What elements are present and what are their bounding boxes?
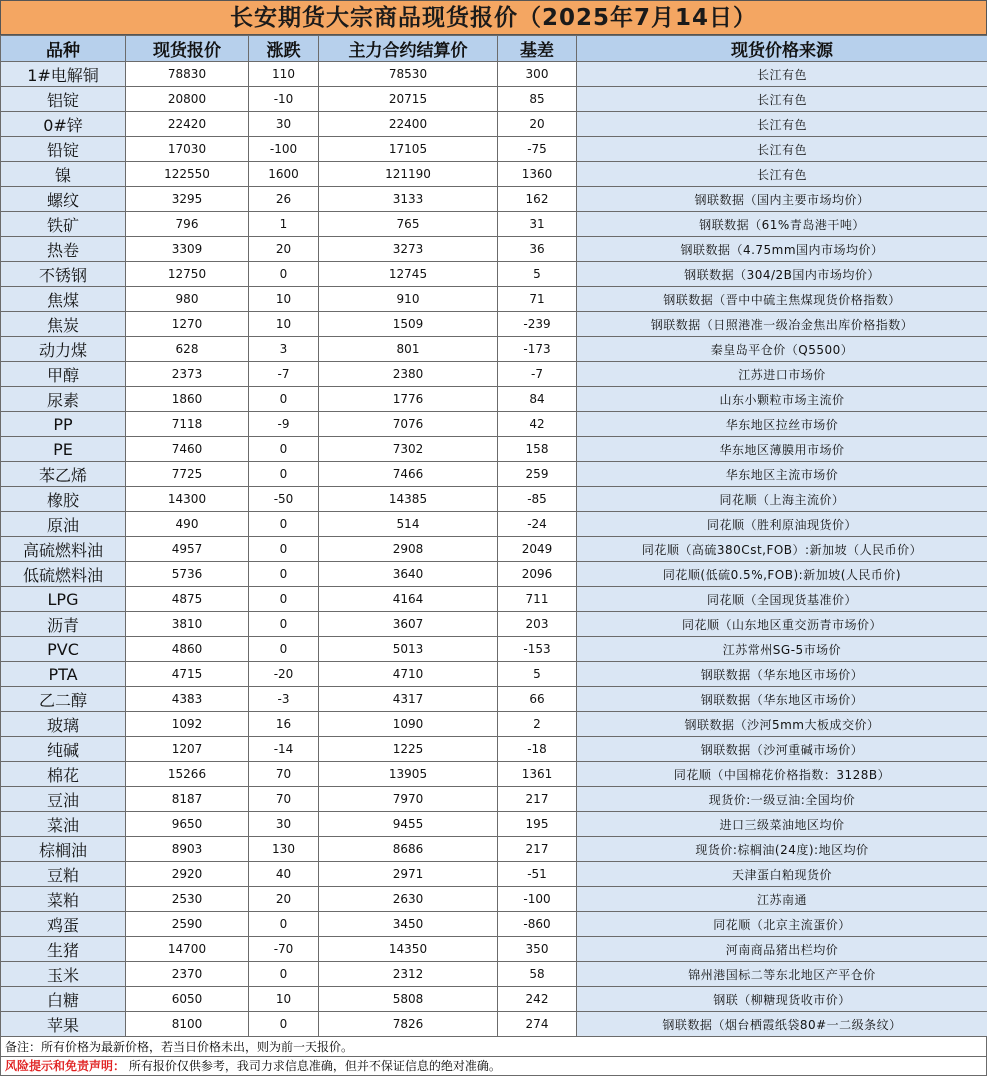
cell-settlement: 2630 [319,887,498,912]
cell-change: 16 [249,712,319,737]
cell-source: 秦皇岛平仓价（Q5500） [577,337,987,362]
cell-spot-price: 2530 [126,887,249,912]
table-row [1,537,987,562]
cell-change: 10 [249,312,319,337]
cell-spot-price: 1270 [126,312,249,337]
cell-change: -10 [249,87,319,112]
table-row [1,562,987,587]
cell-change: 0 [249,262,319,287]
cell-basis: 158 [498,437,577,462]
cell-variety: LPG [1,587,126,612]
cell-source: 钢联数据（烟台栖霞纸袋80#一二级条纹） [577,1012,987,1037]
cell-source: 钢联数据（沙河重碱市场价） [577,737,987,762]
cell-source: 钢联数据（华东地区市场价） [577,687,987,712]
cell-change: 20 [249,887,319,912]
cell-settlement: 1509 [319,312,498,337]
table-row [1,87,987,112]
cell-basis: 58 [498,962,577,987]
cell-basis: 1361 [498,762,577,787]
cell-variety: 鸡蛋 [1,912,126,937]
cell-variety: 沥青 [1,612,126,637]
table-row [1,737,987,762]
cell-variety: 不锈钢 [1,262,126,287]
cell-settlement: 1090 [319,712,498,737]
cell-settlement: 1776 [319,387,498,412]
cell-basis: 31 [498,212,577,237]
disclaimer [0,1057,987,1076]
cell-source: 同花顺（全国现货基准价） [577,587,987,612]
cell-change: 0 [249,437,319,462]
cell-settlement: 4317 [319,687,498,712]
cell-spot-price: 2373 [126,362,249,387]
cell-basis: -173 [498,337,577,362]
cell-basis: 242 [498,987,577,1012]
cell-basis: 36 [498,237,577,262]
cell-basis: 2049 [498,537,577,562]
cell-basis: -100 [498,887,577,912]
cell-change: 30 [249,112,319,137]
cell-settlement: 7466 [319,462,498,487]
table-row [1,137,987,162]
table-row [1,362,987,387]
cell-spot-price: 20800 [126,87,249,112]
cell-source: 钢联数据（304/2B国内市场均价） [577,262,987,287]
table-row [1,687,987,712]
cell-spot-price: 14300 [126,487,249,512]
cell-variety: 尿素 [1,387,126,412]
cell-source: 钢联数据（华东地区市场价） [577,662,987,687]
table-row [1,212,987,237]
cell-variety: 铝锭 [1,87,126,112]
cell-basis: 350 [498,937,577,962]
cell-basis: 5 [498,662,577,687]
cell-spot-price: 796 [126,212,249,237]
header-change: 涨跌 [249,36,319,62]
cell-settlement: 3607 [319,612,498,637]
cell-settlement: 765 [319,212,498,237]
cell-settlement: 9455 [319,812,498,837]
cell-change: 26 [249,187,319,212]
table-row [1,512,987,537]
cell-change: 10 [249,287,319,312]
cell-change: 10 [249,987,319,1012]
cell-variety: 棕榈油 [1,837,126,862]
cell-settlement: 910 [319,287,498,312]
cell-basis: 259 [498,462,577,487]
cell-settlement: 14385 [319,487,498,512]
cell-variety: 原油 [1,512,126,537]
cell-basis: 162 [498,187,577,212]
cell-spot-price: 122550 [126,162,249,187]
cell-settlement: 2312 [319,962,498,987]
table-row [1,437,987,462]
cell-spot-price: 6050 [126,987,249,1012]
cell-settlement: 2908 [319,537,498,562]
cell-source: 钢联数据（日照港准一级冶金焦出库价格指数） [577,312,987,337]
cell-variety: 焦煤 [1,287,126,312]
cell-spot-price: 1207 [126,737,249,762]
cell-variety: 铅锭 [1,137,126,162]
cell-spot-price: 4957 [126,537,249,562]
cell-change: 0 [249,587,319,612]
cell-basis: -7 [498,362,577,387]
cell-change: 130 [249,837,319,862]
cell-variety: 菜粕 [1,887,126,912]
cell-variety: 动力煤 [1,337,126,362]
cell-variety: 橡胶 [1,487,126,512]
cell-basis: 5 [498,262,577,287]
table-row [1,287,987,312]
cell-basis: 84 [498,387,577,412]
cell-settlement: 7970 [319,787,498,812]
cell-settlement: 7076 [319,412,498,437]
cell-source: 同花顺（中国棉花价格指数：3128B） [577,762,987,787]
cell-source: 长江有色 [577,112,987,137]
table-row [1,112,987,137]
table-row [1,887,987,912]
table-row [1,987,987,1012]
table-row [1,312,987,337]
cell-settlement: 12745 [319,262,498,287]
cell-settlement: 13905 [319,762,498,787]
cell-source: 江苏进口市场价 [577,362,987,387]
cell-source: 现货价:棕榈油(24度):地区均价 [577,837,987,862]
cell-change: 0 [249,562,319,587]
cell-source: 江苏常州SG-5市场价 [577,637,987,662]
cell-variety: PVC [1,637,126,662]
cell-change: 3 [249,337,319,362]
cell-spot-price: 3309 [126,237,249,262]
cell-variety: 豆油 [1,787,126,812]
cell-change: 0 [249,462,319,487]
cell-basis: 42 [498,412,577,437]
cell-change: -50 [249,487,319,512]
cell-change: 30 [249,812,319,837]
table-row [1,762,987,787]
cell-spot-price: 7725 [126,462,249,487]
cell-settlement: 4710 [319,662,498,687]
cell-source: 河南商品猪出栏均价 [577,937,987,962]
cell-spot-price: 2370 [126,962,249,987]
cell-source: 华东地区薄膜用市场价 [577,437,987,462]
table-row [1,487,987,512]
cell-change: -3 [249,687,319,712]
cell-spot-price: 980 [126,287,249,312]
table-row [1,937,987,962]
cell-basis: 1360 [498,162,577,187]
table-row [1,862,987,887]
header-source: 现货价格来源 [577,36,987,62]
cell-spot-price: 628 [126,337,249,362]
cell-basis: 300 [498,62,577,87]
header-spot-price: 现货报价 [126,36,249,62]
cell-settlement: 3273 [319,237,498,262]
cell-settlement: 1225 [319,737,498,762]
cell-spot-price: 4875 [126,587,249,612]
cell-basis: 274 [498,1012,577,1037]
table-row [1,187,987,212]
cell-change: 0 [249,387,319,412]
table-row [1,812,987,837]
table-row [1,62,987,87]
header-basis: 基差 [498,36,577,62]
cell-settlement: 4164 [319,587,498,612]
cell-source: 锦州港国标二等东北地区产平仓价 [577,962,987,987]
cell-spot-price: 1860 [126,387,249,412]
cell-spot-price: 22420 [126,112,249,137]
cell-basis: 711 [498,587,577,612]
cell-source: 长江有色 [577,87,987,112]
cell-change: 40 [249,862,319,887]
cell-settlement: 20715 [319,87,498,112]
cell-change: 0 [249,637,319,662]
cell-basis: -860 [498,912,577,937]
header-settlement: 主力合约结算价 [319,36,498,62]
cell-change: -20 [249,662,319,687]
cell-variety: PE [1,437,126,462]
cell-source: 同花顺(低硫0.5%,FOB):新加坡(人民币价) [577,562,987,587]
cell-variety: 甲醇 [1,362,126,387]
cell-variety: 玉米 [1,962,126,987]
cell-source: 长江有色 [577,162,987,187]
cell-variety: 铁矿 [1,212,126,237]
cell-spot-price: 490 [126,512,249,537]
cell-basis: 2 [498,712,577,737]
cell-settlement: 5808 [319,987,498,1012]
cell-source: 同花顺（高硫380Cst,FOB）:新加坡（人民币价） [577,537,987,562]
cell-variety: 高硫燃料油 [1,537,126,562]
cell-spot-price: 1092 [126,712,249,737]
cell-basis: 203 [498,612,577,637]
cell-spot-price: 78830 [126,62,249,87]
cell-spot-price: 7118 [126,412,249,437]
cell-spot-price: 15266 [126,762,249,787]
cell-source: 钢联数据（国内主要市场均价） [577,187,987,212]
table-row [1,387,987,412]
cell-basis: -51 [498,862,577,887]
table-row [1,912,987,937]
cell-settlement: 17105 [319,137,498,162]
table-row [1,637,987,662]
cell-spot-price: 5736 [126,562,249,587]
cell-variety: 玻璃 [1,712,126,737]
cell-settlement: 7302 [319,437,498,462]
cell-source: 江苏南通 [577,887,987,912]
cell-spot-price: 8903 [126,837,249,862]
table-row [1,787,987,812]
table-row [1,412,987,437]
cell-source: 钢联数据（晋中中硫主焦煤现货价格指数） [577,287,987,312]
cell-spot-price: 14700 [126,937,249,962]
cell-change: 70 [249,762,319,787]
cell-variety: 纯碱 [1,737,126,762]
cell-change: 1600 [249,162,319,187]
cell-spot-price: 2590 [126,912,249,937]
cell-variety: 1#电解铜 [1,62,126,87]
cell-spot-price: 17030 [126,137,249,162]
cell-source: 进口三级菜油地区均价 [577,812,987,837]
disclaimer-label: 风险提示和免责声明： [5,1059,125,1073]
cell-spot-price: 12750 [126,262,249,287]
cell-variety: 0#锌 [1,112,126,137]
cell-variety: 苯乙烯 [1,462,126,487]
table-row [1,262,987,287]
cell-settlement: 3450 [319,912,498,937]
cell-change: -14 [249,737,319,762]
cell-basis: -239 [498,312,577,337]
cell-settlement: 7826 [319,1012,498,1037]
cell-basis: 2096 [498,562,577,587]
cell-change: 20 [249,237,319,262]
cell-change: -9 [249,412,319,437]
cell-source: 同花顺（胜利原油现货价） [577,512,987,537]
cell-change: -70 [249,937,319,962]
cell-basis: -18 [498,737,577,762]
cell-source: 钢联数据（4.75mm国内市场均价） [577,237,987,262]
cell-spot-price: 4383 [126,687,249,712]
cell-settlement: 5013 [319,637,498,662]
table-row [1,712,987,737]
cell-source: 同花顺（上海主流价） [577,487,987,512]
cell-variety: 螺纹 [1,187,126,212]
cell-variety: 低硫燃料油 [1,562,126,587]
cell-spot-price: 8187 [126,787,249,812]
cell-spot-price: 2920 [126,862,249,887]
cell-basis: 85 [498,87,577,112]
cell-change: -7 [249,362,319,387]
cell-basis: 71 [498,287,577,312]
cell-change: 1 [249,212,319,237]
cell-variety: 苹果 [1,1012,126,1037]
cell-source: 华东地区拉丝市场价 [577,412,987,437]
cell-change: -100 [249,137,319,162]
cell-change: 0 [249,537,319,562]
cell-variety: 生猪 [1,937,126,962]
cell-change: 0 [249,1012,319,1037]
cell-settlement: 14350 [319,937,498,962]
table-row [1,587,987,612]
cell-settlement: 514 [319,512,498,537]
cell-settlement: 8686 [319,837,498,862]
cell-source: 长江有色 [577,137,987,162]
cell-settlement: 3640 [319,562,498,587]
table-row [1,612,987,637]
cell-spot-price: 4715 [126,662,249,687]
cell-basis: 217 [498,787,577,812]
sheet-title: 长安期货大宗商品现货报价（2025年7月14日） [0,0,987,35]
cell-source: 钢联数据（沙河5mm大板成交价） [577,712,987,737]
cell-spot-price: 7460 [126,437,249,462]
cell-variety: 棉花 [1,762,126,787]
cell-source: 同花顺（北京主流蛋价） [577,912,987,937]
cell-source: 现货价:一级豆油:全国均价 [577,787,987,812]
cell-spot-price: 4860 [126,637,249,662]
cell-source: 华东地区主流市场价 [577,462,987,487]
table-row [1,462,987,487]
cell-source: 天津蛋白粕现货价 [577,862,987,887]
cell-source: 山东小颗粒市场主流价 [577,387,987,412]
header-variety: 品种 [1,36,126,62]
cell-basis: -153 [498,637,577,662]
table-row [1,337,987,362]
cell-variety: PTA [1,662,126,687]
cell-source: 钢联（柳糖现货收市价） [577,987,987,1012]
cell-change: 0 [249,912,319,937]
cell-basis: 217 [498,837,577,862]
cell-source: 长江有色 [577,62,987,87]
cell-settlement: 801 [319,337,498,362]
cell-variety: 豆粕 [1,862,126,887]
cell-basis: 66 [498,687,577,712]
cell-change: 0 [249,962,319,987]
cell-basis: 195 [498,812,577,837]
cell-change: 0 [249,612,319,637]
footnote: 备注：所有价格为最新价格，若当日价格未出，则为前一天报价。 [0,1037,987,1057]
cell-variety: 焦炭 [1,312,126,337]
cell-basis: 20 [498,112,577,137]
table-row [1,837,987,862]
table-row [1,962,987,987]
cell-basis: -24 [498,512,577,537]
cell-settlement: 2380 [319,362,498,387]
cell-change: 110 [249,62,319,87]
cell-variety: 镍 [1,162,126,187]
header-row [1,36,987,62]
cell-spot-price: 9650 [126,812,249,837]
cell-source: 同花顺（山东地区重交沥青市场价） [577,612,987,637]
table-row [1,662,987,687]
table-row [1,162,987,187]
cell-settlement: 2971 [319,862,498,887]
cell-basis: -85 [498,487,577,512]
cell-settlement: 3133 [319,187,498,212]
cell-source: 钢联数据（61%青岛港干吨） [577,212,987,237]
cell-settlement: 22400 [319,112,498,137]
price-table [0,35,987,1037]
cell-spot-price: 3295 [126,187,249,212]
cell-variety: 乙二醇 [1,687,126,712]
cell-settlement: 78530 [319,62,498,87]
cell-settlement: 121190 [319,162,498,187]
cell-spot-price: 3810 [126,612,249,637]
table-row [1,1012,987,1037]
cell-variety: 菜油 [1,812,126,837]
cell-change: 70 [249,787,319,812]
table-row [1,237,987,262]
cell-variety: 热卷 [1,237,126,262]
cell-variety: 白糖 [1,987,126,1012]
cell-basis: -75 [498,137,577,162]
cell-variety: PP [1,412,126,437]
cell-change: 0 [249,512,319,537]
disclaimer-text: 所有报价仅供参考，我司力求信息准确，但并不保证信息的绝对准确。 [129,1059,501,1073]
cell-spot-price: 8100 [126,1012,249,1037]
